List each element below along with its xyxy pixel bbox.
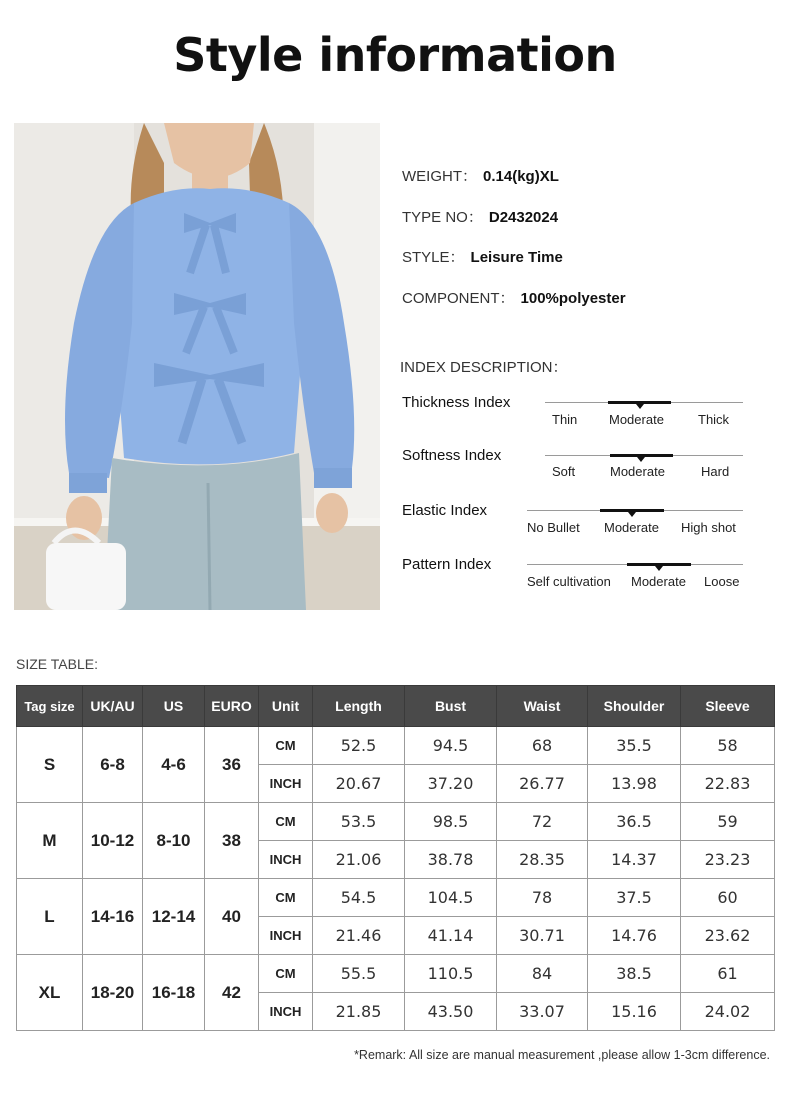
- spec-style-label: STYLE：: [402, 249, 465, 266]
- length-cell: 52.5: [313, 727, 405, 765]
- us-cell: 4-6: [143, 727, 205, 803]
- spec-type-no-label: TYPE NO：: [402, 209, 483, 226]
- softness-option-soft: Soft: [552, 464, 576, 479]
- bust-cell: 43.50: [405, 993, 497, 1031]
- shoulder-cell: 38.5: [588, 955, 681, 993]
- length-cell: 21.85: [313, 993, 405, 1031]
- euro-cell: 42: [205, 955, 259, 1031]
- size-cell: L: [17, 879, 83, 955]
- page-title: Style information: [173, 28, 617, 82]
- header-tag-size: Tag size: [17, 686, 83, 727]
- waist-cell: 30.71: [497, 917, 588, 955]
- spec-type-no-value: D2432024: [488, 209, 559, 226]
- uk-au-cell: 10-12: [83, 803, 143, 879]
- bust-cell: 104.5: [405, 879, 497, 917]
- elastic-option-no-bullet: No Bullet: [527, 520, 580, 535]
- size-table-header-row: [17, 686, 775, 727]
- shoulder-cell: 15.16: [588, 993, 681, 1031]
- shoulder-cell: 14.76: [588, 917, 681, 955]
- spec-style: [402, 246, 563, 267]
- spec-weight-label: WEIGHT：: [402, 168, 477, 185]
- sleeve-cell: 22.83: [681, 765, 775, 803]
- us-cell: 8-10: [143, 803, 205, 879]
- euro-cell: 36: [205, 727, 259, 803]
- spec-type-no: [402, 206, 558, 227]
- table-row: [17, 879, 775, 917]
- euro-cell: 38: [205, 803, 259, 879]
- bust-cell: 110.5: [405, 955, 497, 993]
- shoulder-cell: 37.5: [588, 879, 681, 917]
- table-row: [17, 727, 775, 765]
- spec-weight-value: 0.14(kg)XL: [483, 168, 559, 185]
- bust-cell: 37.20: [405, 765, 497, 803]
- softness-index-label: Softness Index: [402, 447, 502, 464]
- thickness-option-moderate: Moderate: [609, 412, 664, 427]
- unit-cell: CM: [259, 879, 313, 917]
- header-sleeve: Sleeve: [681, 686, 775, 727]
- unit-cell: INCH: [259, 993, 313, 1031]
- bust-cell: 41.14: [405, 917, 497, 955]
- length-cell: 54.5: [313, 879, 405, 917]
- shoulder-cell: 36.5: [588, 803, 681, 841]
- sleeve-cell: 58: [681, 727, 775, 765]
- thickness-option-thick: Thick: [698, 412, 730, 427]
- product-photo: [14, 123, 380, 610]
- size-table: [16, 685, 775, 1031]
- length-cell: 21.46: [313, 917, 405, 955]
- length-cell: 20.67: [313, 765, 405, 803]
- size-remark: *Remark: All size are manual measurement ,please allow 1-3cm difference.: [354, 1048, 770, 1062]
- spec-style-value: Leisure Time: [470, 249, 563, 266]
- unit-cell: CM: [259, 955, 313, 993]
- header-bust: Bust: [405, 686, 497, 727]
- index-description-heading: INDEX DESCRIPTION：: [400, 359, 568, 376]
- spec-component-value: 100%polyester: [520, 290, 626, 307]
- shoulder-cell: 14.37: [588, 841, 681, 879]
- pattern-option-self-cultivation: Self cultivation: [527, 574, 611, 589]
- waist-cell: 26.77: [497, 765, 588, 803]
- sleeve-cell: 60: [681, 879, 775, 917]
- length-cell: 21.06: [313, 841, 405, 879]
- uk-au-cell: 18-20: [83, 955, 143, 1031]
- pattern-index-label: Pattern Index: [402, 556, 492, 573]
- length-cell: 55.5: [313, 955, 405, 993]
- uk-au-cell: 14-16: [83, 879, 143, 955]
- sleeve-cell: 23.62: [681, 917, 775, 955]
- waist-cell: 28.35: [497, 841, 588, 879]
- spec-weight: [402, 165, 559, 186]
- size-cell: XL: [17, 955, 83, 1031]
- waist-cell: 72: [497, 803, 588, 841]
- size-cell: S: [17, 727, 83, 803]
- thickness-index-marker-icon: [636, 404, 644, 409]
- size-table-heading: SIZE TABLE:: [16, 656, 98, 672]
- unit-cell: INCH: [259, 765, 313, 803]
- waist-cell: 78: [497, 879, 588, 917]
- unit-cell: INCH: [259, 917, 313, 955]
- header-euro: EURO: [205, 686, 259, 727]
- us-cell: 16-18: [143, 955, 205, 1031]
- header-length: Length: [313, 686, 405, 727]
- spec-component: [402, 287, 626, 308]
- elastic-index-label: Elastic Index: [402, 502, 488, 519]
- sleeve-cell: 24.02: [681, 993, 775, 1031]
- uk-au-cell: 6-8: [83, 727, 143, 803]
- header-us: US: [143, 686, 205, 727]
- pattern-index-marker-icon: [655, 566, 663, 571]
- softness-option-hard: Hard: [701, 464, 730, 479]
- elastic-index-marker-icon: [628, 512, 636, 517]
- unit-cell: CM: [259, 803, 313, 841]
- unit-cell: CM: [259, 727, 313, 765]
- shoulder-cell: 13.98: [588, 765, 681, 803]
- spec-component-label: COMPONENT：: [402, 290, 515, 307]
- euro-cell: 40: [205, 879, 259, 955]
- softness-option-moderate: Moderate: [610, 464, 665, 479]
- bust-cell: 94.5: [405, 727, 497, 765]
- waist-cell: 33.07: [497, 993, 588, 1031]
- table-row: [17, 955, 775, 993]
- waist-cell: 84: [497, 955, 588, 993]
- header-shoulder: Shoulder: [588, 686, 681, 727]
- waist-cell: 68: [497, 727, 588, 765]
- header-uk-au: UK/AU: [83, 686, 143, 727]
- unit-cell: INCH: [259, 841, 313, 879]
- bust-cell: 38.78: [405, 841, 497, 879]
- sleeve-cell: 23.23: [681, 841, 775, 879]
- length-cell: 53.5: [313, 803, 405, 841]
- thickness-option-thin: Thin: [552, 412, 578, 427]
- header-waist: Waist: [497, 686, 588, 727]
- elastic-option-moderate: Moderate: [604, 520, 659, 535]
- pattern-option-moderate: Moderate: [631, 574, 686, 589]
- size-cell: M: [17, 803, 83, 879]
- shoulder-cell: 35.5: [588, 727, 681, 765]
- table-row: [17, 803, 775, 841]
- header-unit: Unit: [259, 686, 313, 727]
- pattern-option-loose: Loose: [704, 574, 740, 589]
- bust-cell: 98.5: [405, 803, 497, 841]
- sleeve-cell: 59: [681, 803, 775, 841]
- softness-index-marker-icon: [637, 457, 645, 462]
- thickness-index-label: Thickness Index: [402, 394, 511, 411]
- sleeve-cell: 61: [681, 955, 775, 993]
- elastic-option-high-shot: High shot: [681, 520, 736, 535]
- us-cell: 12-14: [143, 879, 205, 955]
